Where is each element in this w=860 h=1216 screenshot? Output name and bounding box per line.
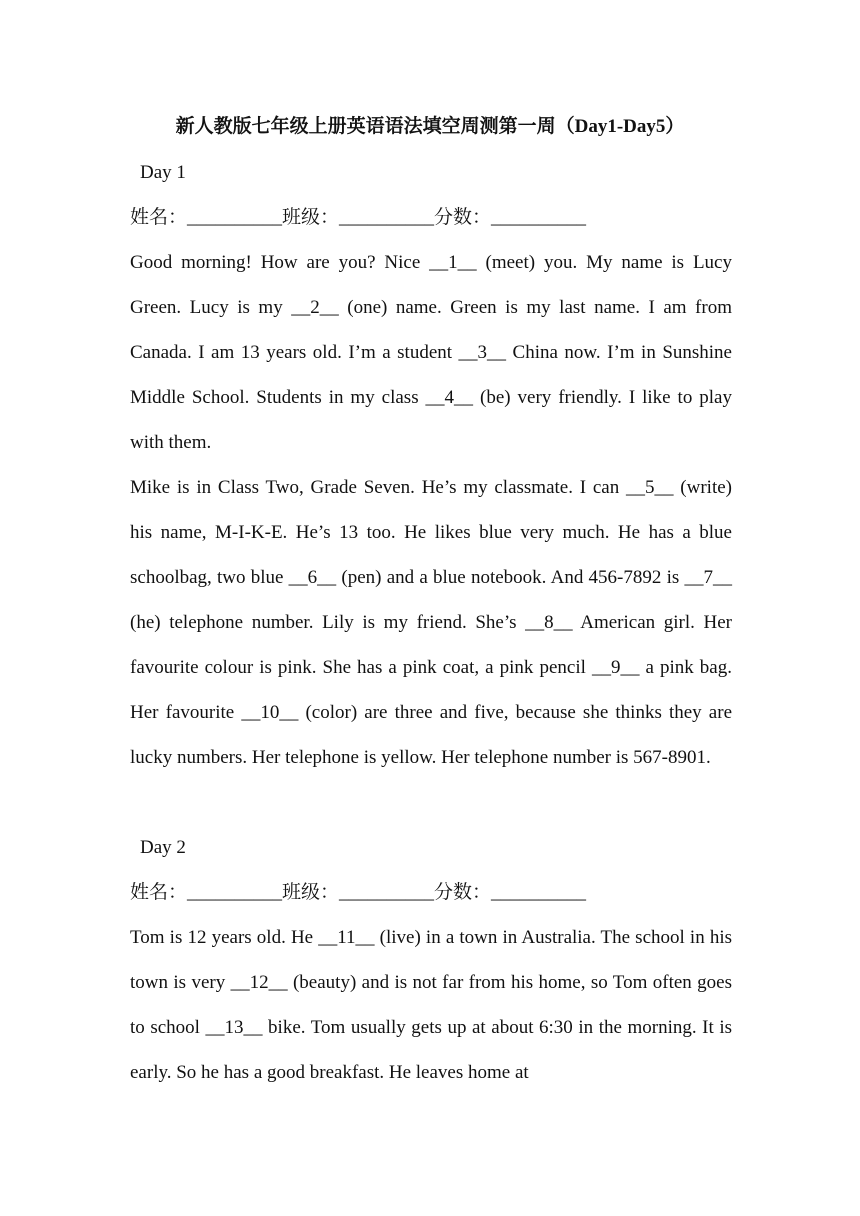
day2-info-line: 姓名：__________班级：__________分数：__________ — [130, 882, 587, 903]
day1-label: Day 1 — [140, 162, 186, 183]
day1-paragraph-1: Good morning! How are you? Nice __1__ (meet) you. My name is Lucy Green. Lucy is my __2__ (one) name. Green is my last name. I am from Canada. I am 13 years old. I’m a student __3__ China now. I’m in Sunshine Middle School. Students in my class __4__ (be) very friendly. I like to play with them. — [130, 252, 732, 453]
document-title: 新人教版七年级上册英语语法填空周测第一周（Day1-Day5） — [175, 116, 685, 137]
day1-paragraph-2: Mike is in Class Two, Grade Seven. He’s my classmate. I can __5__ (write) his name, M-I-K-E. He’s 13 too. He likes blue very much. He has a blue schoolbag, two blue __6__ (pen) and a blue notebook. And 456-7892 is __7__ (he) telephone number. Lily is my friend. She’s __8__ American girl. Her favourite colour is pink. She has a pink coat, a pink pencil __9__ a pink bag. Her favourite __10__ (color) are three and five, because she thinks they are lucky numbers. Her telephone is yellow. Her telephone number is 567-8901. — [130, 477, 732, 768]
day2-paragraph-1: Tom is 12 years old. He __11__ (live) in a town in Australia. The school in his town is very __12__ (beauty) and is not far from his home, so Tom often goes to school __13__ bike. Tom usually gets up at about 6:30 in the morning. It is early. So he has a good breakfast. He leaves home at — [130, 927, 732, 1083]
day1-info-line: 姓名：__________班级：__________分数：__________ — [130, 207, 587, 228]
day2-label: Day 2 — [140, 837, 186, 858]
